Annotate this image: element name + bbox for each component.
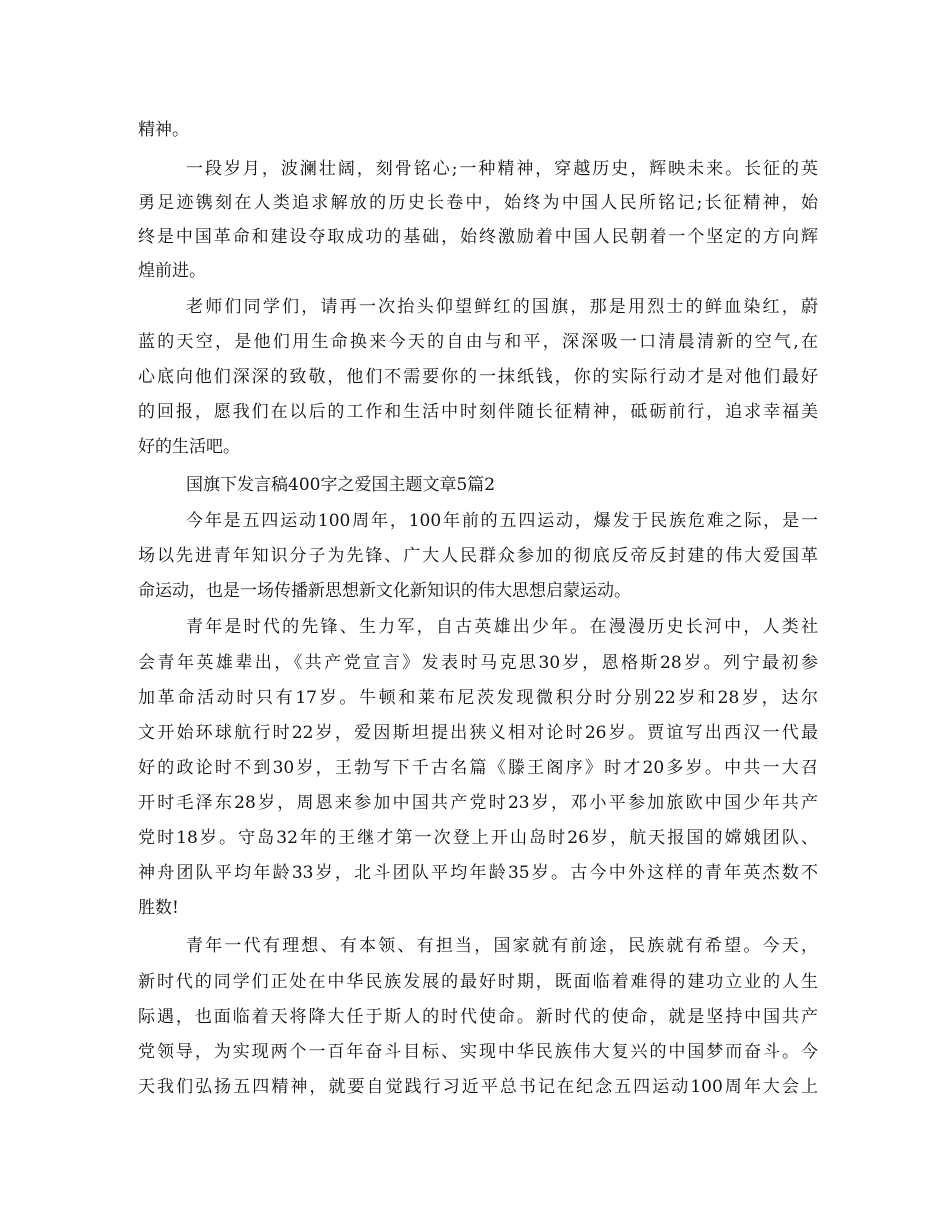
text-line: 勇足迹镌刻在人类追求解放的历史长卷中，始终为中国人民所铭记;长征精神，始	[138, 193, 818, 213]
text-line: 党领导，为实现两个一百年奋斗目标、实现中华民族伟大复兴的中国梦而奋斗。今	[138, 1042, 818, 1062]
text-line: 青年是时代的先锋、生力军，自古英雄出少年。在漫漫历史长河中，人类社	[186, 617, 818, 637]
text-line: 心底向他们深深的致敬，他们不需要你的一抹纸钱，你的实际行动才是对他们最好	[138, 367, 818, 387]
text-line: 会青年英雄辈出，《共产党宣言》发表时马克思30岁，恩格斯28岁。列宁最初参	[138, 653, 818, 673]
text-line: 终是中国革命和建设夺取成功的基础，始终激励着中国人民朝着一个坚定的方向辉	[138, 227, 818, 247]
text-line: 新时代的同学们正处在中华民族发展的最好时期，既面临着难得的建功立业的人生	[138, 972, 818, 992]
text-line: 神舟团队平均年龄33岁，北斗团队平均年龄35岁。古今中外这样的青年英杰数不	[138, 863, 818, 883]
text-line: 煌前进。	[138, 261, 206, 281]
text-line: 好的政论时不到30岁，王勃写下千古名篇《滕王阁序》时才20多岁。中共一大召	[138, 758, 818, 778]
text-line: 命运动，也是一场传播新思想新文化新知识的伟大思想启蒙运动。	[138, 581, 631, 601]
section-heading: 国旗下发言稿400字之爱国主题文章5篇2	[186, 475, 496, 495]
text-line: 今年是五四运动100周年，100年前的五四运动，爆发于民族危难之际，是一	[186, 511, 818, 531]
text-line: 加革命活动时只有17岁。牛顿和莱布尼茨发现微积分时分别22岁和28岁，达尔	[138, 688, 818, 708]
text-line: 青年一代有理想、有本领、有担当，国家就有前途，民族就有希望。今天，	[186, 936, 818, 956]
text-line: 际遇，也面临着天将降大任于斯人的时代使命。新时代的使命，就是坚持中国共产	[138, 1007, 818, 1027]
text-line: 蓝的天空，是他们用生命换来今天的自由与和平，深深吸一口清晨清新的空气,在	[138, 332, 818, 352]
text-line: 的回报，愿我们在以后的工作和生活中时刻伴随长征精神，砥砺前行，追求幸福美	[138, 402, 818, 422]
text-line: 精神。	[138, 120, 189, 140]
text-line: 场以先进青年知识分子为先锋、广大人民群众参加的彻底反帝反封建的伟大爱国革	[138, 546, 818, 566]
text-line: 老师们同学们，请再一次抬头仰望鲜红的国旗，那是用烈士的鲜血染红，蔚	[186, 297, 818, 317]
text-line: 胜数!	[138, 898, 179, 918]
text-line: 一段岁月，波澜壮阔，刻骨铭心;一种精神，穿越历史，辉映未来。长征的英	[186, 159, 818, 179]
text-line: 党时18岁。守岛32年的王继才第一次登上开山岛时26岁，航天报国的嫦娥团队、	[138, 828, 818, 848]
text-line: 好的生活吧。	[138, 437, 240, 457]
text-line: 天我们弘扬五四精神，就要自觉践行习近平总书记在纪念五四运动100周年大会上	[138, 1077, 818, 1097]
text-line: 开时毛泽东28岁，周恩来参加中国共产党时23岁，邓小平参加旅欧中国少年共产	[138, 793, 818, 813]
text-line: 文开始环球航行时22岁，爱因斯坦提出狭义相对论时26岁。贾谊写出西汉一代最	[138, 723, 818, 743]
